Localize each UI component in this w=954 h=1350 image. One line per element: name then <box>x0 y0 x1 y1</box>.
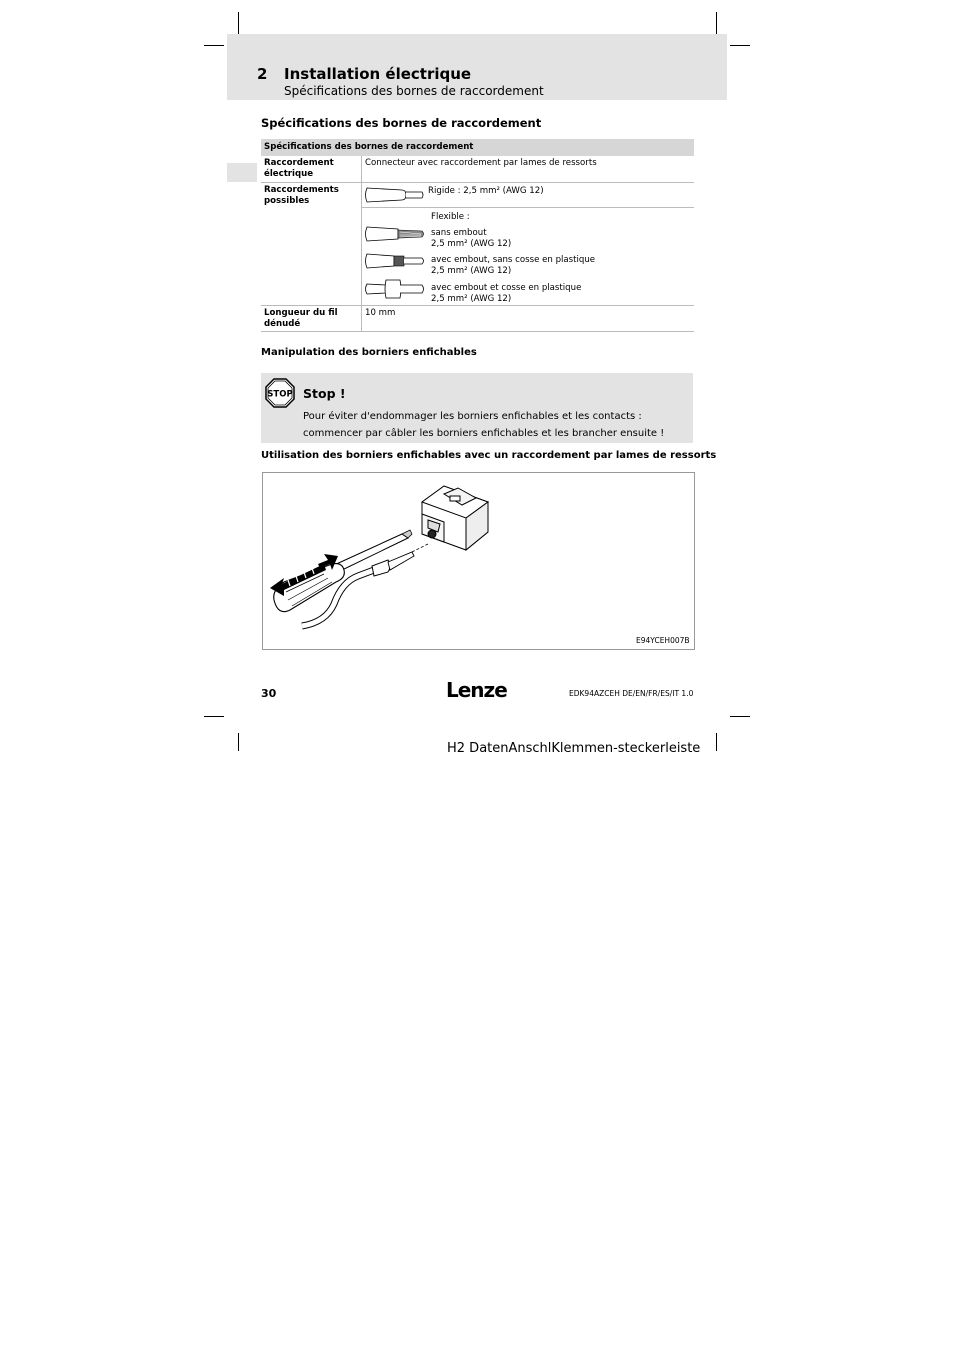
page-number: 30 <box>261 687 277 700</box>
crop-mark <box>204 716 224 717</box>
ferrule-no-collar-label: avec embout, sans cosse en plastique <box>431 255 596 265</box>
ferrule-no-collar-size: 2,5 mm² (AWG 12) <box>431 266 512 276</box>
chapter-subtitle: Spécifications des bornes de raccordement <box>284 84 544 98</box>
stop-title: Stop ! <box>303 386 346 401</box>
crop-mark <box>716 12 717 34</box>
ferrule-collar-icon <box>364 277 428 301</box>
crop-mark <box>238 12 239 34</box>
rigid-wire-icon <box>364 184 428 206</box>
row-value: 10 mm <box>362 306 695 332</box>
no-ferrule-size: 2,5 mm² (AWG 12) <box>431 239 512 249</box>
stop-text <box>303 408 683 442</box>
flexible-label: Flexible : <box>431 212 470 222</box>
no-ferrule-label: sans embout <box>431 228 487 238</box>
chapter-number: 2 <box>257 65 268 83</box>
wire-options <box>362 183 695 306</box>
handling-title: Manipulation des borniers enfichables <box>261 347 477 358</box>
table-row <box>261 156 694 183</box>
spec-table-header: Spécifications des bornes de raccordement <box>261 139 694 156</box>
row-label: Raccordement électrique <box>261 156 362 183</box>
figure-code: E94YCEH007B <box>636 636 690 645</box>
ferrule-collar-size: 2,5 mm² (AWG 12) <box>431 294 512 304</box>
crop-mark <box>204 45 224 46</box>
figure-title: Utilisation des borniers enfichables avec un raccordement par lames de ressorts <box>261 450 717 461</box>
stop-sign-label: STOP <box>267 389 293 400</box>
rigid-label: Rigide : 2,5 mm² (AWG 12) <box>428 186 544 196</box>
crop-mark <box>716 733 717 751</box>
lenze-logo: Lenze <box>446 678 507 702</box>
row-label: Longueur du fil dénudé <box>261 306 362 332</box>
stop-sign-icon <box>265 378 295 408</box>
flex-no-ferrule-icon <box>364 224 428 244</box>
table-row <box>261 183 694 306</box>
row-value: Connecteur avec raccordement par lames de ressorts <box>362 156 695 183</box>
table-row <box>261 306 694 332</box>
spec-table <box>261 139 694 332</box>
row-label: Raccordements possibles <box>261 183 362 306</box>
ferrule-no-collar-icon <box>364 251 428 271</box>
ferrule-collar-label: avec embout et cosse en plastique <box>431 283 582 293</box>
crop-mark <box>730 716 750 717</box>
screwdriver-connector-illustration <box>262 472 693 648</box>
stop-text-line: Pour éviter d'endommager les borniers enfichables et les contacts : <box>303 411 642 422</box>
flexible-group <box>362 208 694 305</box>
section-title: Spécifications des bornes de raccordement <box>261 116 542 130</box>
crop-mark <box>730 45 750 46</box>
crop-mark <box>238 733 239 751</box>
document-code: EDK94AZCEH DE/EN/FR/ES/IT 1.0 <box>569 689 694 698</box>
document-caption: H2 DatenAnschlKlemmen-steckerleiste <box>447 741 701 756</box>
wire-option-rigid <box>362 183 694 208</box>
chapter-tab-marker <box>227 163 257 182</box>
chapter-title: Installation électrique <box>284 65 472 83</box>
stop-text-line: commencer par câbler les borniers enfichables et les brancher ensuite ! <box>303 428 665 439</box>
